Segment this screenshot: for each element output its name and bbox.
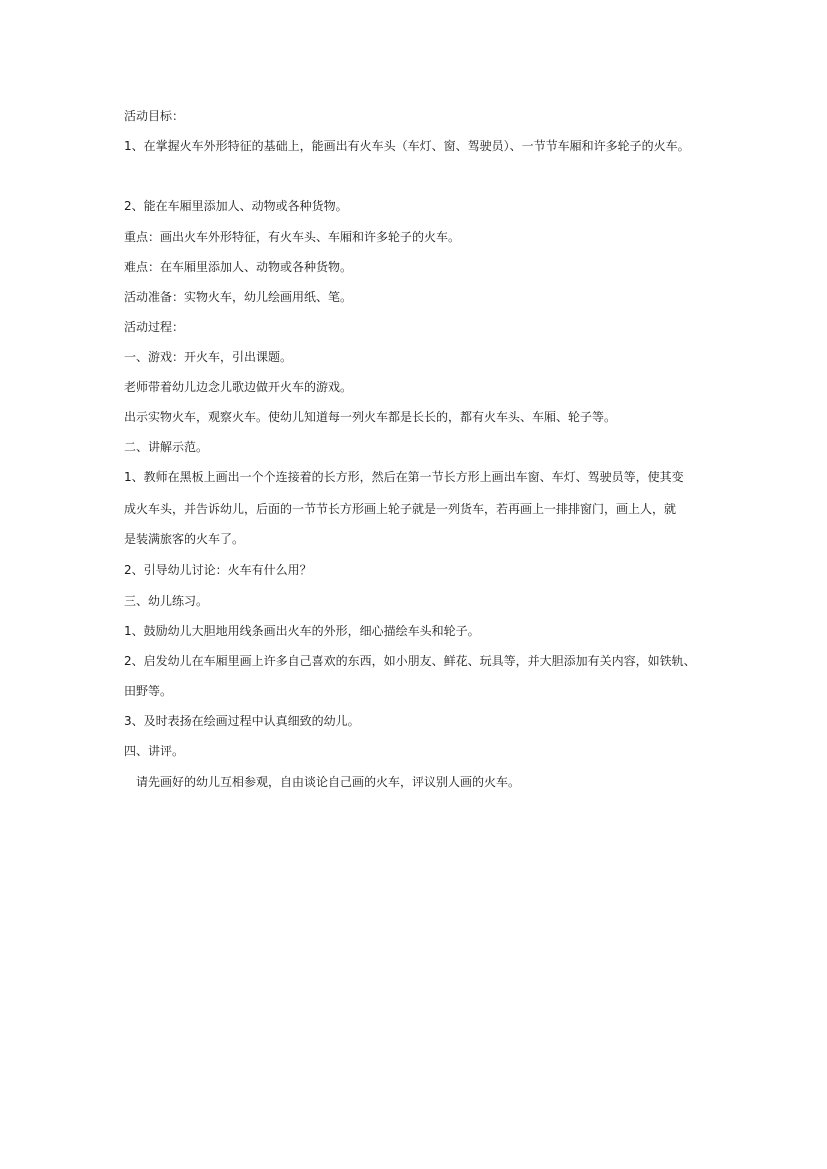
text-line: 活动准备：实物火车，幼儿绘画用纸、笔。 <box>124 290 353 304</box>
text-line: 活动目标： <box>124 109 185 123</box>
text-line: 1、在掌握火车外形特征的基础上，能画出有火车头（车灯、窗、驾驶员）、一节节车厢和许多轮子的火车。 <box>124 139 690 153</box>
text-line: 1、教师在黑板上画出一个个连接着的长方形，然后在第一节长方形上画出车窗、车灯、驾驶员等，使其变 <box>124 470 684 484</box>
text-line: 是装满旅客的火车了。 <box>124 532 245 546</box>
text-line: 1、鼓励幼儿大胆地用线条画出火车的外形，细心描绘车头和轮子。 <box>124 624 480 638</box>
text-line: 一、游戏：开火车，引出课题。 <box>124 350 293 364</box>
text-line: 3、及时表扬在绘画过程中认真细致的幼儿。 <box>124 714 360 728</box>
text-line: 重点：画出火车外形特征，有火车头、车厢和许多轮子的火车。 <box>124 230 461 244</box>
text-line: 难点：在车厢里添加人、动物或各种货物。 <box>124 260 353 274</box>
text-line: 二、讲解示范。 <box>124 440 209 454</box>
text-line: 老师带着幼儿边念儿歌边做开火车的游戏。 <box>124 380 353 394</box>
text-line: 2、引导幼儿讨论：火车有什么用？ <box>124 563 312 577</box>
text-line: 2、能在车厢里添加人、动物或各种货物。 <box>124 199 348 213</box>
text-line: 活动过程： <box>124 320 185 334</box>
text-line: 成火车头，并告诉幼儿，后面的一节节长方形画上轮子就是一列货车，若再画上一排排窗门，画上人，就 <box>124 502 677 516</box>
text-line: 请先画好的幼儿互相参观，自由谈论自己画的火车，评议别人画的火车。 <box>136 775 521 789</box>
text-line: 出示实物火车，观察火车。使幼儿知道每一列火车都是长长的，都有火车头、车厢、轮子等。 <box>124 410 617 424</box>
text-line: 2、启发幼儿在车厢里画上许多自己喜欢的东西，如小朋友、鲜花、玩具等，并大胆添加有关内容，如铁轨、 <box>124 654 696 668</box>
text-line: 三、幼儿练习。 <box>124 594 209 608</box>
text-line: 四、讲评。 <box>124 744 185 758</box>
text-line: 田野等。 <box>124 684 173 698</box>
